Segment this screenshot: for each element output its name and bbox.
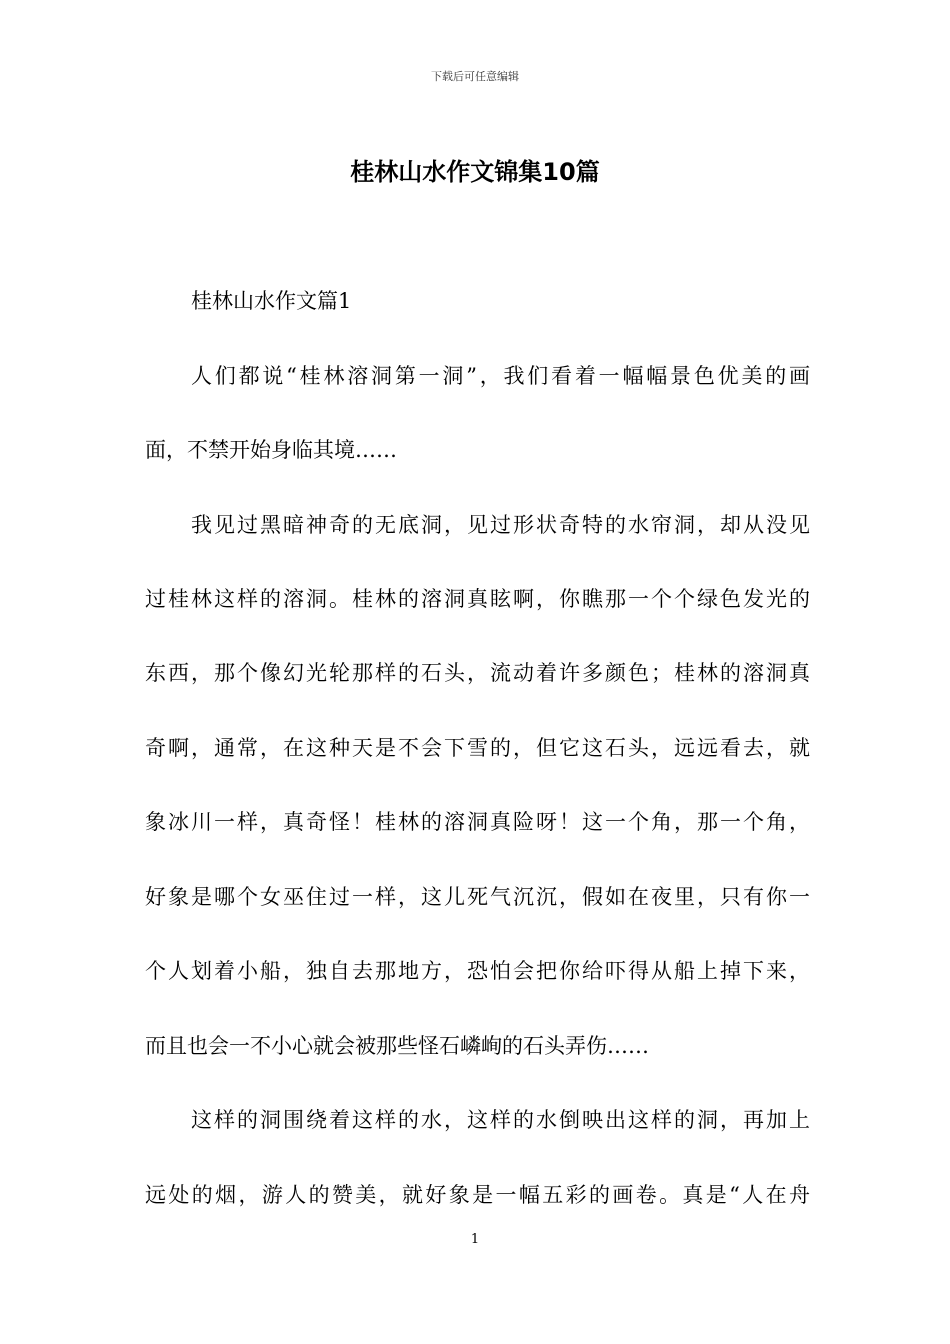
- page-number: 1: [470, 1232, 480, 1247]
- section-heading: 桂林山水作文篇1: [191, 289, 352, 313]
- paragraph-line: 面，不禁开始身临其境……: [145, 438, 397, 462]
- paragraph-line: 个人划着小船，独自去那地方，恐怕会把你给吓得从船上掉下来，: [145, 959, 810, 983]
- header-note: 下载后可任意编辑: [431, 70, 519, 83]
- paragraph-line: 而且也会一不小心就会被那些怪石嶙峋的石头弄伤……: [145, 1034, 649, 1058]
- paragraph-line: 好象是哪个女巫住过一样，这儿死气沉沉，假如在夜里，只有你一: [145, 885, 810, 909]
- document-title: 桂林山水作文锦集10篇: [350, 158, 600, 186]
- paragraph-line: 东西，那个像幻光轮那样的石头，流动着许多颜色；桂林的溶洞真: [145, 661, 810, 685]
- paragraph-line: 我见过黑暗神奇的无底洞，见过形状奇特的水帘洞，却从没见: [191, 513, 810, 537]
- paragraph-line: 奇啊，通常，在这种天是不会下雪的，但它这石头，远远看去，就: [145, 736, 810, 760]
- paragraph-line: 象冰川一样，真奇怪！桂林的溶洞真险呀！这一个角，那一个角，: [145, 810, 810, 834]
- paragraph-line: 远处的烟，游人的赞美，就好象是一幅五彩的画卷。真是“人在舟: [145, 1183, 810, 1207]
- paragraph-line: 人们都说“桂林溶洞第一洞”，我们看着一幅幅景色优美的画: [191, 364, 810, 388]
- paragraph-line: 这样的洞围绕着这样的水，这样的水倒映出这样的洞，再加上: [191, 1108, 810, 1132]
- paragraph-line: 过桂林这样的溶洞。桂林的溶洞真眩啊，你瞧那一个个绿色发光的: [145, 587, 810, 611]
